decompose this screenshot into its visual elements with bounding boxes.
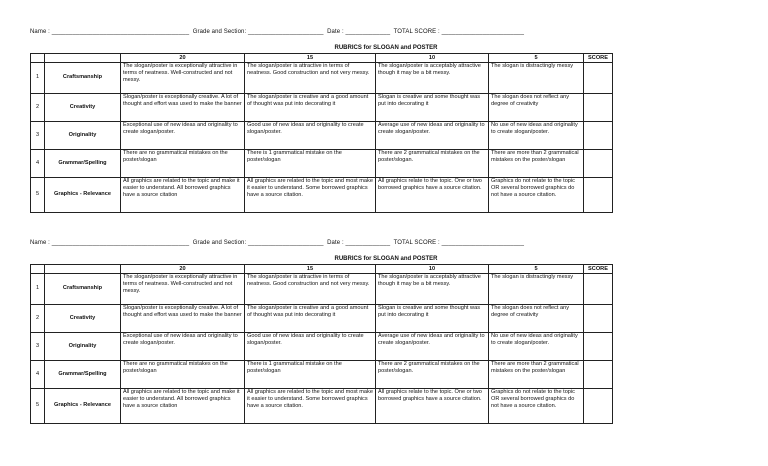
descriptor-10: Slogan is creative and some thought was put into decorating it (376, 305, 489, 333)
descriptor-5: There are more than 2 grammatical mistakes on the poster/slogan (489, 150, 584, 178)
column-header (45, 265, 121, 274)
descriptor-15: There is 1 grammatical mistake on the poster/slogan (245, 150, 376, 178)
descriptor-20: All graphics are related to the topic and make it easier to understand. All borrowed graphics have a source citation (121, 389, 245, 424)
descriptor-15: The slogan/poster is attractive in terms of neatness. Good construction and not very messy. (245, 274, 376, 305)
row-number: 2 (31, 305, 45, 333)
descriptor-10: Average use of new ideas and originality to create slogan/poster. (376, 122, 489, 150)
row-number: 3 (31, 333, 45, 361)
column-header-20: 20 (121, 54, 245, 63)
descriptor-5: The slogan is distractingly messy (489, 274, 584, 305)
score-cell[interactable] (584, 361, 613, 389)
row-number: 4 (31, 150, 45, 178)
header-row (31, 265, 613, 274)
descriptor-5: Graphics do not relate to the topic OR several borrowed graphics do not have a source citation. (489, 389, 584, 424)
table-row (31, 150, 613, 178)
table-row (31, 274, 613, 305)
criterion-label: Creativity (45, 305, 121, 333)
score-cell[interactable] (584, 333, 613, 361)
descriptor-15: The slogan/poster is attractive in terms of neatness. Good construction and not very messy. (245, 63, 376, 94)
score-cell[interactable] (584, 178, 613, 213)
descriptor-20: Slogan/poster is exceptionally creative. A lot of thought and effort was used to make the banner (121, 94, 245, 122)
rubric-table (30, 53, 613, 213)
descriptor-10: There are 2 grammatical mistakes on the poster/slogan. (376, 361, 489, 389)
column-header-score: SCORE (584, 54, 613, 63)
row-number: 1 (31, 63, 45, 94)
column-header-10: 10 (376, 54, 489, 63)
column-header-20: 20 (121, 265, 245, 274)
descriptor-5: There are more than 2 grammatical mistakes on the poster/slogan (489, 361, 584, 389)
column-header-5: 5 (489, 54, 584, 63)
column-header (45, 54, 121, 63)
header-name-line: Name : ________________________________________ Grade and Section: ______________________ Date : _____________ TOTAL SCORE : ________________________ (30, 240, 525, 246)
column-header-15: 15 (245, 54, 376, 63)
column-header-score: SCORE (584, 265, 613, 274)
descriptor-15: The slogan/poster is creative and a good amount of thought was put into decorating it (245, 94, 376, 122)
table-row (31, 333, 613, 361)
descriptor-15: There is 1 grammatical mistake on the poster/slogan (245, 361, 376, 389)
row-number: 4 (31, 361, 45, 389)
descriptor-20: Exceptional use of new ideas and originality to create slogan/poster. (121, 122, 245, 150)
score-cell[interactable] (584, 150, 613, 178)
descriptor-10: All graphics relate to the topic. One or two borrowed graphics have a source citation. (376, 178, 489, 213)
descriptor-20: All graphics are related to the topic and make it easier to understand. All borrowed graphics have a source citation (121, 178, 245, 213)
descriptor-10: The slogan/poster is acceptably attractive though it may be a bit messy. (376, 274, 489, 305)
descriptor-20: There are no grammatical mistakes on the poster/slogan (121, 150, 245, 178)
descriptor-5: No use of new ideas and originality to create slogan/poster. (489, 333, 584, 361)
descriptor-15: Good use of new ideas and originality to create slogan/poster. (245, 333, 376, 361)
score-cell[interactable] (584, 94, 613, 122)
score-cell[interactable] (584, 274, 613, 305)
criterion-label: Graphics - Relevance (45, 178, 121, 213)
descriptor-20: Exceptional use of new ideas and originality to create slogan/poster. (121, 333, 245, 361)
table-row (31, 63, 613, 94)
descriptor-15: All graphics are related to the topic and most make it easier to understand. Some borrowed graphics have a source citation. (245, 389, 376, 424)
table-row (31, 305, 613, 333)
score-cell[interactable] (584, 389, 613, 424)
criterion-label: Grammar/Spelling (45, 150, 121, 178)
descriptor-15: The slogan/poster is creative and a good amount of thought was put into decorating it (245, 305, 376, 333)
descriptor-10: There are 2 grammatical mistakes on the poster/slogan. (376, 150, 489, 178)
criterion-label: Grammar/Spelling (45, 361, 121, 389)
descriptor-5: No use of new ideas and originality to create slogan/poster. (489, 122, 584, 150)
table-row (31, 361, 613, 389)
criterion-label: Originality (45, 333, 121, 361)
column-header-10: 10 (376, 265, 489, 274)
descriptor-5: The slogan does not reflect any degree of creativity (489, 94, 584, 122)
descriptor-20: The slogan/poster is exceptionally attractive in terms of neatness. Well-constructed and not messy. (121, 63, 245, 94)
descriptor-10: The slogan/poster is acceptably attractive though it may be a bit messy. (376, 63, 489, 94)
table-row (31, 389, 613, 424)
score-cell[interactable] (584, 63, 613, 94)
criterion-label: Craftsmanship (45, 63, 121, 94)
table-row (31, 122, 613, 150)
criterion-label: Craftsmanship (45, 274, 121, 305)
table-row (31, 178, 613, 213)
rubric-table (30, 264, 613, 424)
header-name-line: Name : ________________________________________ Grade and Section: ______________________ Date : _____________ TOTAL SCORE : ________________________ (30, 29, 525, 35)
column-header (31, 265, 45, 274)
descriptor-5: Graphics do not relate to the topic OR several borrowed graphics do not have a source citation. (489, 178, 584, 213)
descriptor-10: All graphics relate to the topic. One or two borrowed graphics have a source citation. (376, 389, 489, 424)
descriptor-20: Slogan/poster is exceptionally creative. A lot of thought and effort was used to make the banner (121, 305, 245, 333)
row-number: 1 (31, 274, 45, 305)
rubric-title: RUBRICS for SLOGAN and POSTER (334, 256, 438, 262)
descriptor-5: The slogan is distractingly messy (489, 63, 584, 94)
score-cell[interactable] (584, 305, 613, 333)
row-number: 5 (31, 178, 45, 213)
criterion-label: Creativity (45, 94, 121, 122)
score-cell[interactable] (584, 122, 613, 150)
descriptor-20: The slogan/poster is exceptionally attractive in terms of neatness. Well-constructed and not messy. (121, 274, 245, 305)
row-number: 5 (31, 389, 45, 424)
descriptor-15: All graphics are related to the topic and most make it easier to understand. Some borrowed graphics have a source citation. (245, 178, 376, 213)
criterion-label: Originality (45, 122, 121, 150)
descriptor-5: The slogan does not reflect any degree of creativity (489, 305, 584, 333)
column-header-15: 15 (245, 265, 376, 274)
criterion-label: Graphics - Relevance (45, 389, 121, 424)
header-row (31, 54, 613, 63)
descriptor-20: There are no grammatical mistakes on the poster/slogan (121, 361, 245, 389)
rubric-title: RUBRICS for SLOGAN and POSTER (334, 45, 438, 51)
descriptor-10: Average use of new ideas and originality to create slogan/poster. (376, 333, 489, 361)
rubric-block (30, 44, 612, 213)
row-number: 3 (31, 122, 45, 150)
descriptor-10: Slogan is creative and some thought was put into decorating it (376, 94, 489, 122)
row-number: 2 (31, 94, 45, 122)
descriptor-15: Good use of new ideas and originality to create slogan/poster. (245, 122, 376, 150)
rubric-block (30, 255, 612, 424)
column-header (31, 54, 45, 63)
table-row (31, 94, 613, 122)
column-header-5: 5 (489, 265, 584, 274)
